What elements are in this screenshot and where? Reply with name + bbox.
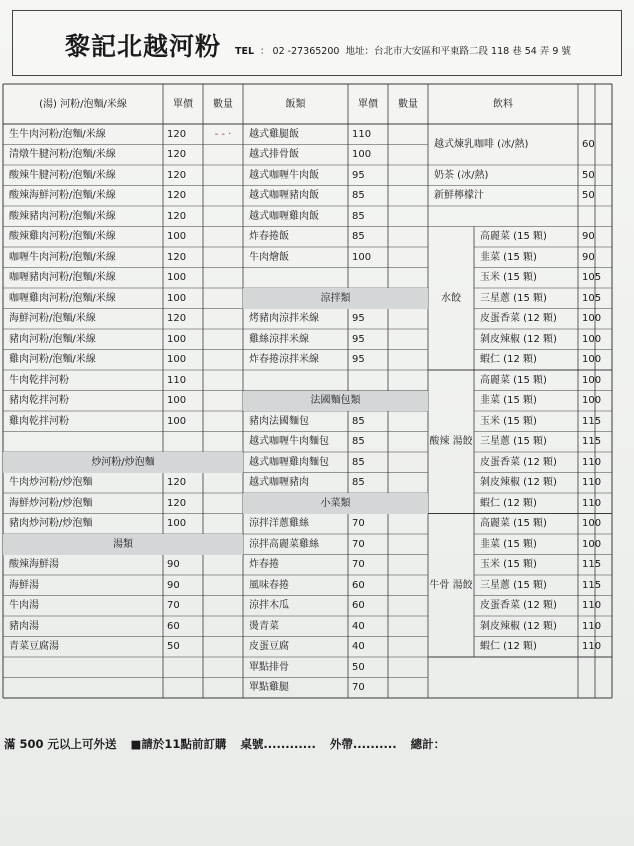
qty-input[interactable]	[595, 637, 612, 658]
menu-item-price: 70	[167, 600, 180, 612]
phone-number: ： 02 -27365200	[260, 46, 340, 57]
menu-item-price	[163, 657, 203, 678]
menu-item-name: 牛肉炒河粉/炒泡麵	[9, 477, 93, 489]
menu-item-price: 70	[352, 518, 365, 530]
qty-input[interactable]	[595, 247, 612, 268]
drink-price	[578, 206, 595, 227]
drink-name: 新鮮檸檬汁	[434, 190, 484, 202]
address: 地址：台北市大安區和平東路二段 118 巷 54 弄 9 號	[345, 46, 571, 57]
menu-item-name: 咖喱牛肉河粉/泡麵/米線	[9, 251, 116, 263]
qty-input[interactable]	[203, 206, 243, 227]
menu-item-name: 酸辣雞肉河粉/泡麵/米線	[9, 231, 116, 243]
menu-item-price: 50	[352, 661, 365, 673]
menu-item-price: 85	[352, 436, 365, 448]
qty-input[interactable]	[388, 637, 428, 658]
qty-input[interactable]	[595, 165, 612, 186]
menu-item-name: 炸春捲涼拌米線	[249, 354, 319, 366]
drink-price: 60	[582, 139, 595, 150]
dumpling-item-price: 105	[582, 272, 602, 284]
qty-input[interactable]	[595, 452, 612, 473]
qty-input[interactable]	[203, 514, 243, 535]
qty-input[interactable]	[595, 493, 612, 514]
order-form-table	[3, 84, 612, 720]
dumpling-item-name: 三星蔥 (15 顆)	[480, 436, 547, 448]
menu-item-name: 牛肉湯	[9, 600, 39, 612]
menu-item-name: 越式咖喱豬肉	[249, 477, 309, 489]
total-field[interactable]: 總計：	[410, 737, 446, 751]
qty-input[interactable]	[388, 575, 428, 596]
delivery-note: 滿 500 元以上可外送	[4, 737, 117, 751]
order-footer	[4, 736, 455, 752]
dumpling-item-price: 115	[582, 415, 602, 427]
qty-input[interactable]	[595, 350, 612, 371]
qty-input[interactable]	[595, 329, 612, 350]
qty-input[interactable]	[203, 370, 243, 391]
qty-input[interactable]	[595, 555, 612, 576]
qty-input[interactable]	[203, 555, 243, 576]
section-1-18: 小菜類	[243, 493, 428, 514]
qty-input[interactable]	[595, 370, 612, 391]
menu-item-name: 酸辣海鮮河粉/泡麵/米線	[9, 190, 116, 202]
dumpling-item-name: 剝皮辣椒 (12 顆)	[480, 333, 557, 345]
menu-item-price: 85	[352, 415, 365, 427]
qty-input[interactable]	[388, 596, 428, 617]
dumpling-item-name: 韭菜 (15 顆)	[480, 395, 537, 407]
qty-input[interactable]	[203, 657, 243, 678]
dumpling-item-name: 蝦仁 (12 顆)	[480, 497, 537, 509]
menu-item-name: 涼拌高麗菜雞絲	[249, 538, 319, 550]
qty-input[interactable]	[388, 616, 428, 637]
menu-item-price: 100	[167, 231, 187, 243]
menu-item-price: 120	[167, 251, 187, 263]
dumpling-item-name: 三星蔥 (15 顆)	[480, 292, 547, 304]
dumpling-item-name: 玉米 (15 顆)	[480, 415, 537, 427]
qty-input[interactable]	[388, 329, 428, 350]
qty-input[interactable]	[388, 186, 428, 207]
menu-item-name: 炸春捲飯	[249, 231, 289, 243]
qty-input[interactable]	[203, 432, 243, 453]
tel-label: TEL	[235, 46, 255, 57]
dumpling-item-name: 玉米 (15 顆)	[480, 272, 537, 284]
menu-item-price: 95	[352, 354, 365, 366]
menu-item-name	[3, 432, 163, 453]
qty-input[interactable]	[388, 534, 428, 555]
dumpling-item-price: 110	[582, 477, 602, 489]
qty-input[interactable]	[595, 268, 612, 289]
qty-input[interactable]	[388, 452, 428, 473]
dumpling-item-name: 皮蛋香菜 (12 顆)	[480, 600, 557, 612]
dumpling-item-price: 105	[582, 292, 602, 304]
dumpling-item-price: 100	[582, 518, 602, 530]
dumpling-item-price: 110	[582, 497, 602, 509]
qty-input[interactable]	[203, 616, 243, 637]
dumpling-item-name: 三星蔥 (15 顆)	[480, 579, 547, 591]
menu-item-price: 40	[352, 641, 365, 653]
qty-input[interactable]	[388, 268, 428, 289]
dumpling-item-price: 110	[582, 600, 602, 612]
qty-input[interactable]	[388, 678, 428, 699]
menu-item-price: 100	[352, 149, 372, 161]
qty-input[interactable]	[388, 514, 428, 535]
menu-item-price: 120	[167, 128, 187, 140]
section-1-8: 涼拌類	[243, 288, 428, 309]
menu-item-name: 雞肉乾拌河粉	[9, 415, 69, 427]
menu-item-price: 60	[352, 579, 365, 591]
dumpling-item-price: 115	[582, 436, 602, 448]
qty-input[interactable]	[595, 616, 612, 637]
dumpling-item-name: 剝皮辣椒 (12 顆)	[480, 477, 557, 489]
dumpling-item-price: 100	[582, 395, 602, 407]
qty-input[interactable]	[203, 350, 243, 371]
menu-item-price: 100	[167, 272, 187, 284]
menu-item-name: 咖喱豬肉河粉/泡麵/米線	[9, 272, 116, 284]
menu-item-name: 清燉牛腱河粉/泡麵/米線	[9, 149, 116, 161]
menu-item-price: 100	[167, 415, 187, 427]
col-header-0: (湯) 河粉/泡麵/米線	[39, 98, 127, 110]
menu-item-name: 青菜豆腐湯	[9, 641, 59, 653]
qty-input[interactable]	[203, 247, 243, 268]
qty-input[interactable]	[203, 493, 243, 514]
dumpling-item-name: 皮蛋香菜 (12 顆)	[480, 313, 557, 325]
qty-input[interactable]	[203, 391, 243, 412]
qty-input[interactable]	[388, 370, 428, 391]
drink-name	[428, 206, 578, 227]
menu-item-price: 95	[352, 169, 365, 181]
qty-input[interactable]	[203, 165, 243, 186]
menu-item-name: 越式咖喱雞肉麵包	[249, 456, 329, 468]
price-header-0: 單價	[173, 98, 193, 110]
dumpling-item-price: 90	[582, 231, 595, 243]
menu-item-price: 85	[352, 477, 365, 489]
menu-item-name: 牛肉燴飯	[249, 251, 289, 263]
dumpling-item-price: 115	[582, 579, 602, 591]
qty-input[interactable]	[203, 596, 243, 617]
menu-item-name: 越式雞腿飯	[249, 128, 299, 140]
menu-item-name: 烤豬肉涼拌米線	[249, 313, 319, 325]
menu-item-price: 85	[352, 231, 365, 243]
menu-item-name: 豬肉法國麵包	[249, 415, 309, 427]
qty-input[interactable]	[595, 514, 612, 535]
menu-item-name: 牛肉乾拌河粉	[9, 374, 69, 386]
drink-name: 奶茶 (冰/熱)	[434, 169, 489, 181]
dumpling-item-price: 100	[582, 333, 602, 345]
menu-item-price: 120	[167, 190, 187, 202]
menu-item-name: 雞絲涼拌米線	[249, 333, 309, 345]
menu-header	[12, 10, 622, 76]
menu-item-name: 越式排骨飯	[249, 149, 299, 161]
menu-item-name: 涼拌洋蔥雞絲	[249, 518, 309, 530]
qty-input[interactable]	[595, 411, 612, 432]
qty-input[interactable]	[388, 124, 428, 145]
menu-item-price: 60	[167, 620, 180, 632]
dumpling-item-name: 高麗菜 (15 顆)	[480, 374, 547, 386]
qty-input[interactable]	[595, 227, 612, 248]
menu-item-name: 生牛肉河粉/泡麵/米線	[9, 128, 106, 140]
menu-item-price	[163, 432, 203, 453]
qty-input[interactable]	[595, 473, 612, 494]
dumpling-item-name: 玉米 (15 顆)	[480, 559, 537, 571]
menu-item-price: 100	[167, 518, 187, 530]
menu-item-price: 85	[352, 210, 365, 222]
qty-header-0: 數量	[213, 98, 233, 110]
menu-item-name: 炸春捲	[249, 559, 279, 571]
qty-input[interactable]	[203, 411, 243, 432]
dumpling-item-price: 110	[582, 456, 602, 468]
qty-input[interactable]	[388, 411, 428, 432]
qty-input[interactable]	[595, 391, 612, 412]
dumpling-item-price: 110	[582, 620, 602, 632]
qty-input[interactable]	[595, 288, 612, 309]
qty-input[interactable]	[203, 575, 243, 596]
menu-item-price: 110	[167, 374, 187, 386]
dumpling-item-name: 高麗菜 (15 顆)	[480, 518, 547, 530]
qty-input[interactable]	[203, 186, 243, 207]
menu-item-name: 豬肉河粉/泡麵/米線	[9, 333, 96, 345]
dumpling-item-price: 100	[582, 538, 602, 550]
qty-header-1: 數量	[398, 98, 418, 110]
qty-input[interactable]	[595, 124, 612, 165]
menu-item-price: 85	[352, 190, 365, 202]
menu-item-price: 90	[167, 559, 180, 571]
menu-item-price: 50	[167, 641, 180, 653]
menu-item-name: 涼拌木瓜	[249, 600, 289, 612]
qty-input[interactable]	[595, 432, 612, 453]
qty-input[interactable]	[388, 145, 428, 166]
menu-item-name: 酸辣豬肉河粉/泡麵/米線	[9, 210, 116, 222]
dumpling-item-price: 90	[582, 251, 595, 263]
qty-input[interactable]	[388, 309, 428, 330]
menu-item-price: 100	[167, 354, 187, 366]
col-header-2: 飲料	[493, 98, 513, 110]
menu-item-price: 70	[352, 682, 365, 694]
menu-item-price: 120	[167, 169, 187, 181]
qty-input[interactable]: - - ·	[214, 128, 232, 140]
qty-input[interactable]	[388, 657, 428, 678]
menu-item-name: 酸辣牛腱河粉/泡麵/米線	[9, 169, 116, 181]
menu-item-name: 豬肉湯	[9, 620, 39, 632]
menu-item-price: 120	[167, 497, 187, 509]
menu-item-price: 60	[352, 600, 365, 612]
menu-item-price: 90	[167, 579, 180, 591]
menu-item-price: 120	[167, 210, 187, 222]
qty-input[interactable]	[388, 247, 428, 268]
menu-item-name: 單點排骨	[249, 661, 289, 673]
menu-item-name: 越式咖喱牛肉飯	[249, 169, 319, 181]
menu-item-name: 咖喱雞肉河粉/泡麵/米線	[9, 292, 116, 304]
dumpling-item-name: 皮蛋香菜 (12 顆)	[480, 456, 557, 468]
menu-item-price: 100	[167, 292, 187, 304]
qty-input[interactable]	[203, 145, 243, 166]
menu-item-price	[348, 268, 388, 289]
menu-item-price: 95	[352, 313, 365, 325]
dumpling-item-price: 100	[582, 354, 602, 366]
qty-input[interactable]	[388, 473, 428, 494]
menu-item-name: 海鮮炒河粉/炒泡麵	[9, 497, 93, 509]
qty-input[interactable]	[388, 227, 428, 248]
dumpling-item-name: 剝皮辣椒 (12 顆)	[480, 620, 557, 632]
menu-item-price: 95	[352, 333, 365, 345]
qty-input[interactable]	[203, 637, 243, 658]
menu-item-name: 越式咖喱牛肉麵包	[249, 436, 329, 448]
menu-item-name	[243, 268, 348, 289]
qty-input[interactable]	[388, 432, 428, 453]
menu-item-price: 70	[352, 559, 365, 571]
dumpling-item-price: 115	[582, 559, 602, 571]
menu-item-price: 120	[167, 477, 187, 489]
dumpling-item-price: 110	[582, 641, 602, 653]
menu-item-price: 100	[167, 333, 187, 345]
dumpling-item-name: 蝦仁 (12 顆)	[480, 354, 537, 366]
qty-header-2	[595, 84, 612, 124]
qty-input[interactable]	[595, 206, 612, 227]
qty-input[interactable]	[595, 534, 612, 555]
menu-item-price: 110	[352, 128, 372, 140]
qty-input[interactable]	[203, 288, 243, 309]
section-1-13: 法國麵包類	[243, 391, 428, 412]
preorder-note: ■請於11點前訂購	[130, 737, 227, 751]
price-header-1: 單價	[358, 98, 378, 110]
menu-item-name	[243, 370, 348, 391]
menu-item-name: 皮蛋豆腐	[249, 641, 289, 653]
qty-input[interactable]	[388, 555, 428, 576]
menu-item-name: 越式咖喱豬肉飯	[249, 190, 319, 202]
qty-input[interactable]	[203, 473, 243, 494]
col-header-1: 飯類	[285, 98, 306, 110]
price-header-2	[578, 84, 595, 124]
menu-item-name: 海鮮湯	[9, 579, 39, 591]
menu-item-price: 40	[352, 620, 365, 632]
menu-item-price: 70	[352, 538, 365, 550]
qty-input[interactable]	[388, 165, 428, 186]
qty-input[interactable]	[203, 268, 243, 289]
dumpling-group-label: 牛骨 湯餃	[429, 579, 473, 591]
takeout-field[interactable]: 外帶..........	[329, 737, 397, 751]
section-0-16: 炒河粉/炒泡麵	[3, 452, 243, 473]
qty-input[interactable]	[388, 206, 428, 227]
menu-item-name	[3, 657, 163, 678]
qty-input[interactable]	[203, 329, 243, 350]
qty-input[interactable]	[388, 350, 428, 371]
qty-input[interactable]	[203, 309, 243, 330]
menu-item-price	[348, 370, 388, 391]
dumpling-item-name: 韭菜 (15 顆)	[480, 538, 537, 550]
dumpling-group-label: 酸辣 湯餃	[429, 436, 473, 448]
drink-price: 50	[582, 190, 595, 202]
qty-input[interactable]	[595, 309, 612, 330]
dumpling-group-label: 水餃	[441, 292, 461, 304]
qty-input[interactable]	[595, 596, 612, 617]
dumpling-item-name: 高麗菜 (15 顆)	[480, 231, 547, 243]
menu-item-price: 85	[352, 456, 365, 468]
qty-input[interactable]	[203, 227, 243, 248]
qty-input[interactable]	[203, 678, 243, 699]
dumpling-item-price: 100	[582, 313, 602, 325]
dumpling-item-name: 韭菜 (15 顆)	[480, 251, 537, 263]
menu-item-name: 風味春捲	[249, 579, 289, 591]
menu-item-price: 120	[167, 313, 187, 325]
section-0-20: 湯類	[3, 534, 243, 555]
menu-item-name	[3, 678, 163, 699]
menu-item-name: 海鮮河粉/泡麵/米線	[9, 313, 96, 325]
qty-input[interactable]	[595, 575, 612, 596]
menu-item-name: 雞肉河粉/泡麵/米線	[9, 354, 96, 366]
menu-item-name: 燙青菜	[249, 620, 279, 632]
dumpling-item-name: 蝦仁 (12 顆)	[480, 641, 537, 653]
menu-item-name: 單點雞腿	[249, 682, 289, 694]
drink-price: 50	[582, 169, 595, 181]
qty-input[interactable]	[595, 186, 612, 207]
drink-name: 越式煉乳咖啡 (冰/熱)	[434, 139, 529, 150]
menu-item-name: 豬肉炒河粉/炒泡麵	[9, 518, 93, 530]
menu-item-price: 120	[167, 149, 187, 161]
contact-line	[235, 43, 571, 57]
menu-item-name: 越式咖喱雞肉飯	[249, 210, 319, 222]
dumpling-item-price: 100	[582, 374, 602, 386]
menu-item-price	[163, 678, 203, 699]
menu-item-name: 豬肉乾拌河粉	[9, 395, 69, 407]
table-number-field[interactable]: 桌號............	[240, 737, 316, 751]
menu-item-name: 酸辣海鮮湯	[9, 559, 59, 571]
menu-item-price: 100	[352, 251, 372, 263]
shop-name: 黎記北越河粉	[65, 32, 222, 61]
menu-item-price: 100	[167, 395, 187, 407]
